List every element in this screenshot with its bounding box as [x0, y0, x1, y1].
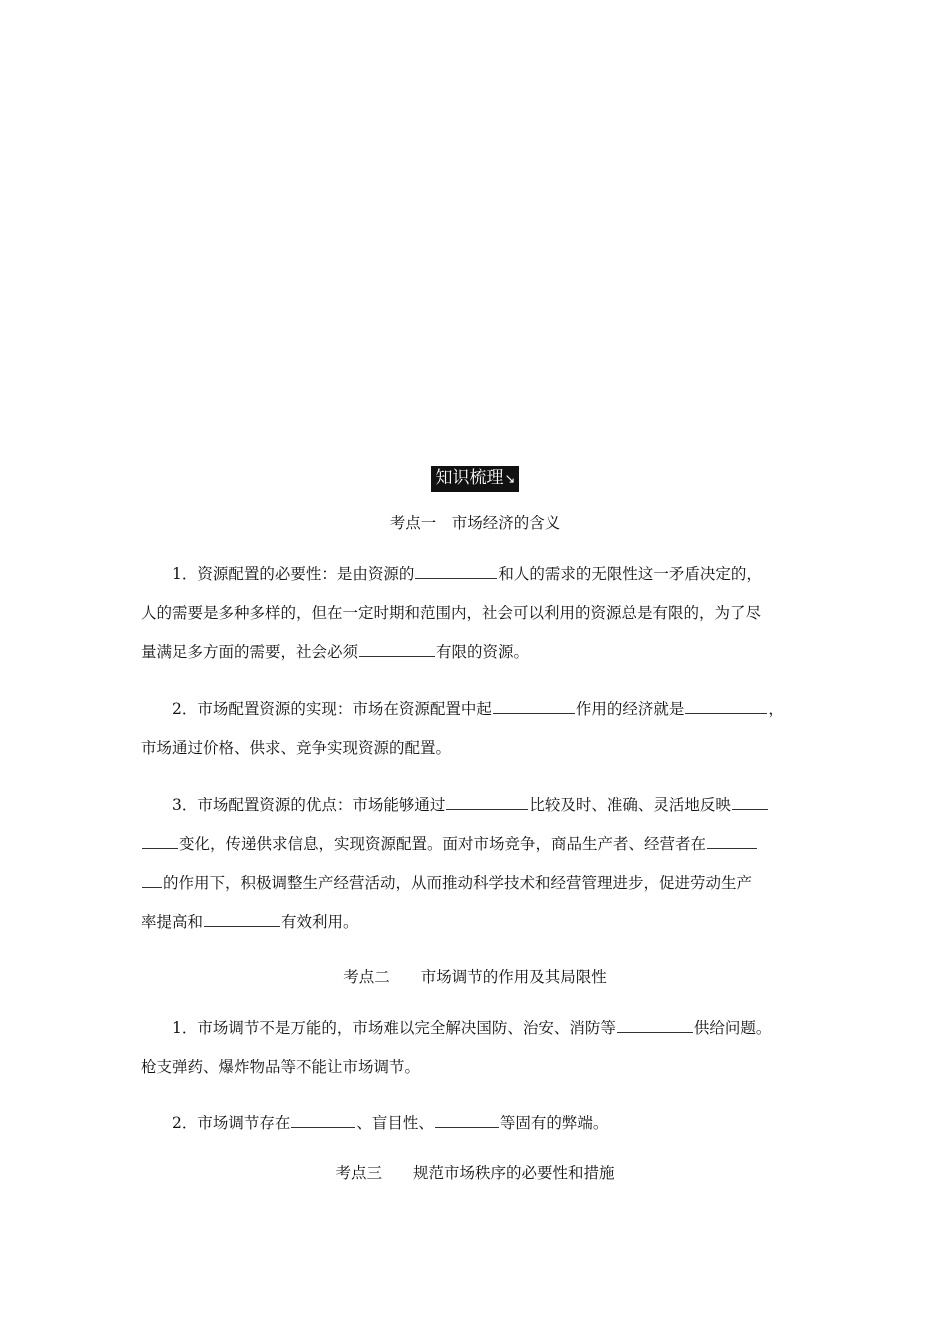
- section-heading-1: 考点一 市场经济的含义: [389, 514, 561, 532]
- fill-blank[interactable]: [732, 794, 768, 810]
- knowledge-banner-wrap: [0, 466, 950, 492]
- fill-blank[interactable]: [707, 833, 757, 849]
- section-heading-2: 考点二 市场调节的作用及其局限性: [343, 968, 607, 986]
- fill-blank[interactable]: [291, 1112, 355, 1128]
- section2-item2: 2．市场调节存在 、盲目性、 等固有的弊端。: [172, 1114, 609, 1132]
- section1-item2: 2．市场配置资源的实现：市场在资源配置中起 作用的经济就是 ， 市场通过价格、供求、竞争实现资源的配置。: [141, 700, 784, 757]
- fill-blank[interactable]: [685, 698, 767, 714]
- fill-blank[interactable]: [204, 911, 280, 927]
- section2-item1: 1．市场调节不是万能的，市场难以完全解决国防、治安、消防等 供给问题。 枪支弹药、爆炸物品等不能让市场调节。: [141, 1019, 772, 1076]
- section1-item1: 1．资源配置的必要性：是由资源的 和人的需求的无限性这一矛盾决定的， 人的需要是多种多样的，但在一定时期和范围内，社会可以利用的资源总是有限的，为了尽 量满足多方面的需要，社会必须 有限的资源。: [141, 565, 762, 661]
- section1-item3: 3．市场配置资源的优点：市场能够通过 比较及时、准确、灵活地反映 变化，传递供求信息，实现资源配置。面对市场竞争，商品生产者、经营者在 的作用下，积极调整生产经营活动，从而推动科学技术和经营管理进步，促进劳动生产 率提高和 有效利用。: [141, 786, 829, 942]
- fill-blank[interactable]: [617, 1017, 693, 1033]
- fill-blank[interactable]: [493, 698, 575, 714]
- section-heading-3: 考点三 规范市场秩序的必要性和措施: [335, 1164, 615, 1182]
- fill-blank[interactable]: [359, 641, 435, 657]
- fill-blank[interactable]: [142, 833, 178, 849]
- knowledge-banner: [431, 466, 520, 492]
- fill-blank[interactable]: [415, 563, 497, 579]
- arrow-down-right-icon: ↘: [504, 472, 516, 487]
- banner-label: 知识梳理: [435, 468, 504, 488]
- fill-blank[interactable]: [446, 794, 528, 810]
- fill-blank[interactable]: [142, 872, 162, 888]
- fill-blank[interactable]: [435, 1112, 499, 1128]
